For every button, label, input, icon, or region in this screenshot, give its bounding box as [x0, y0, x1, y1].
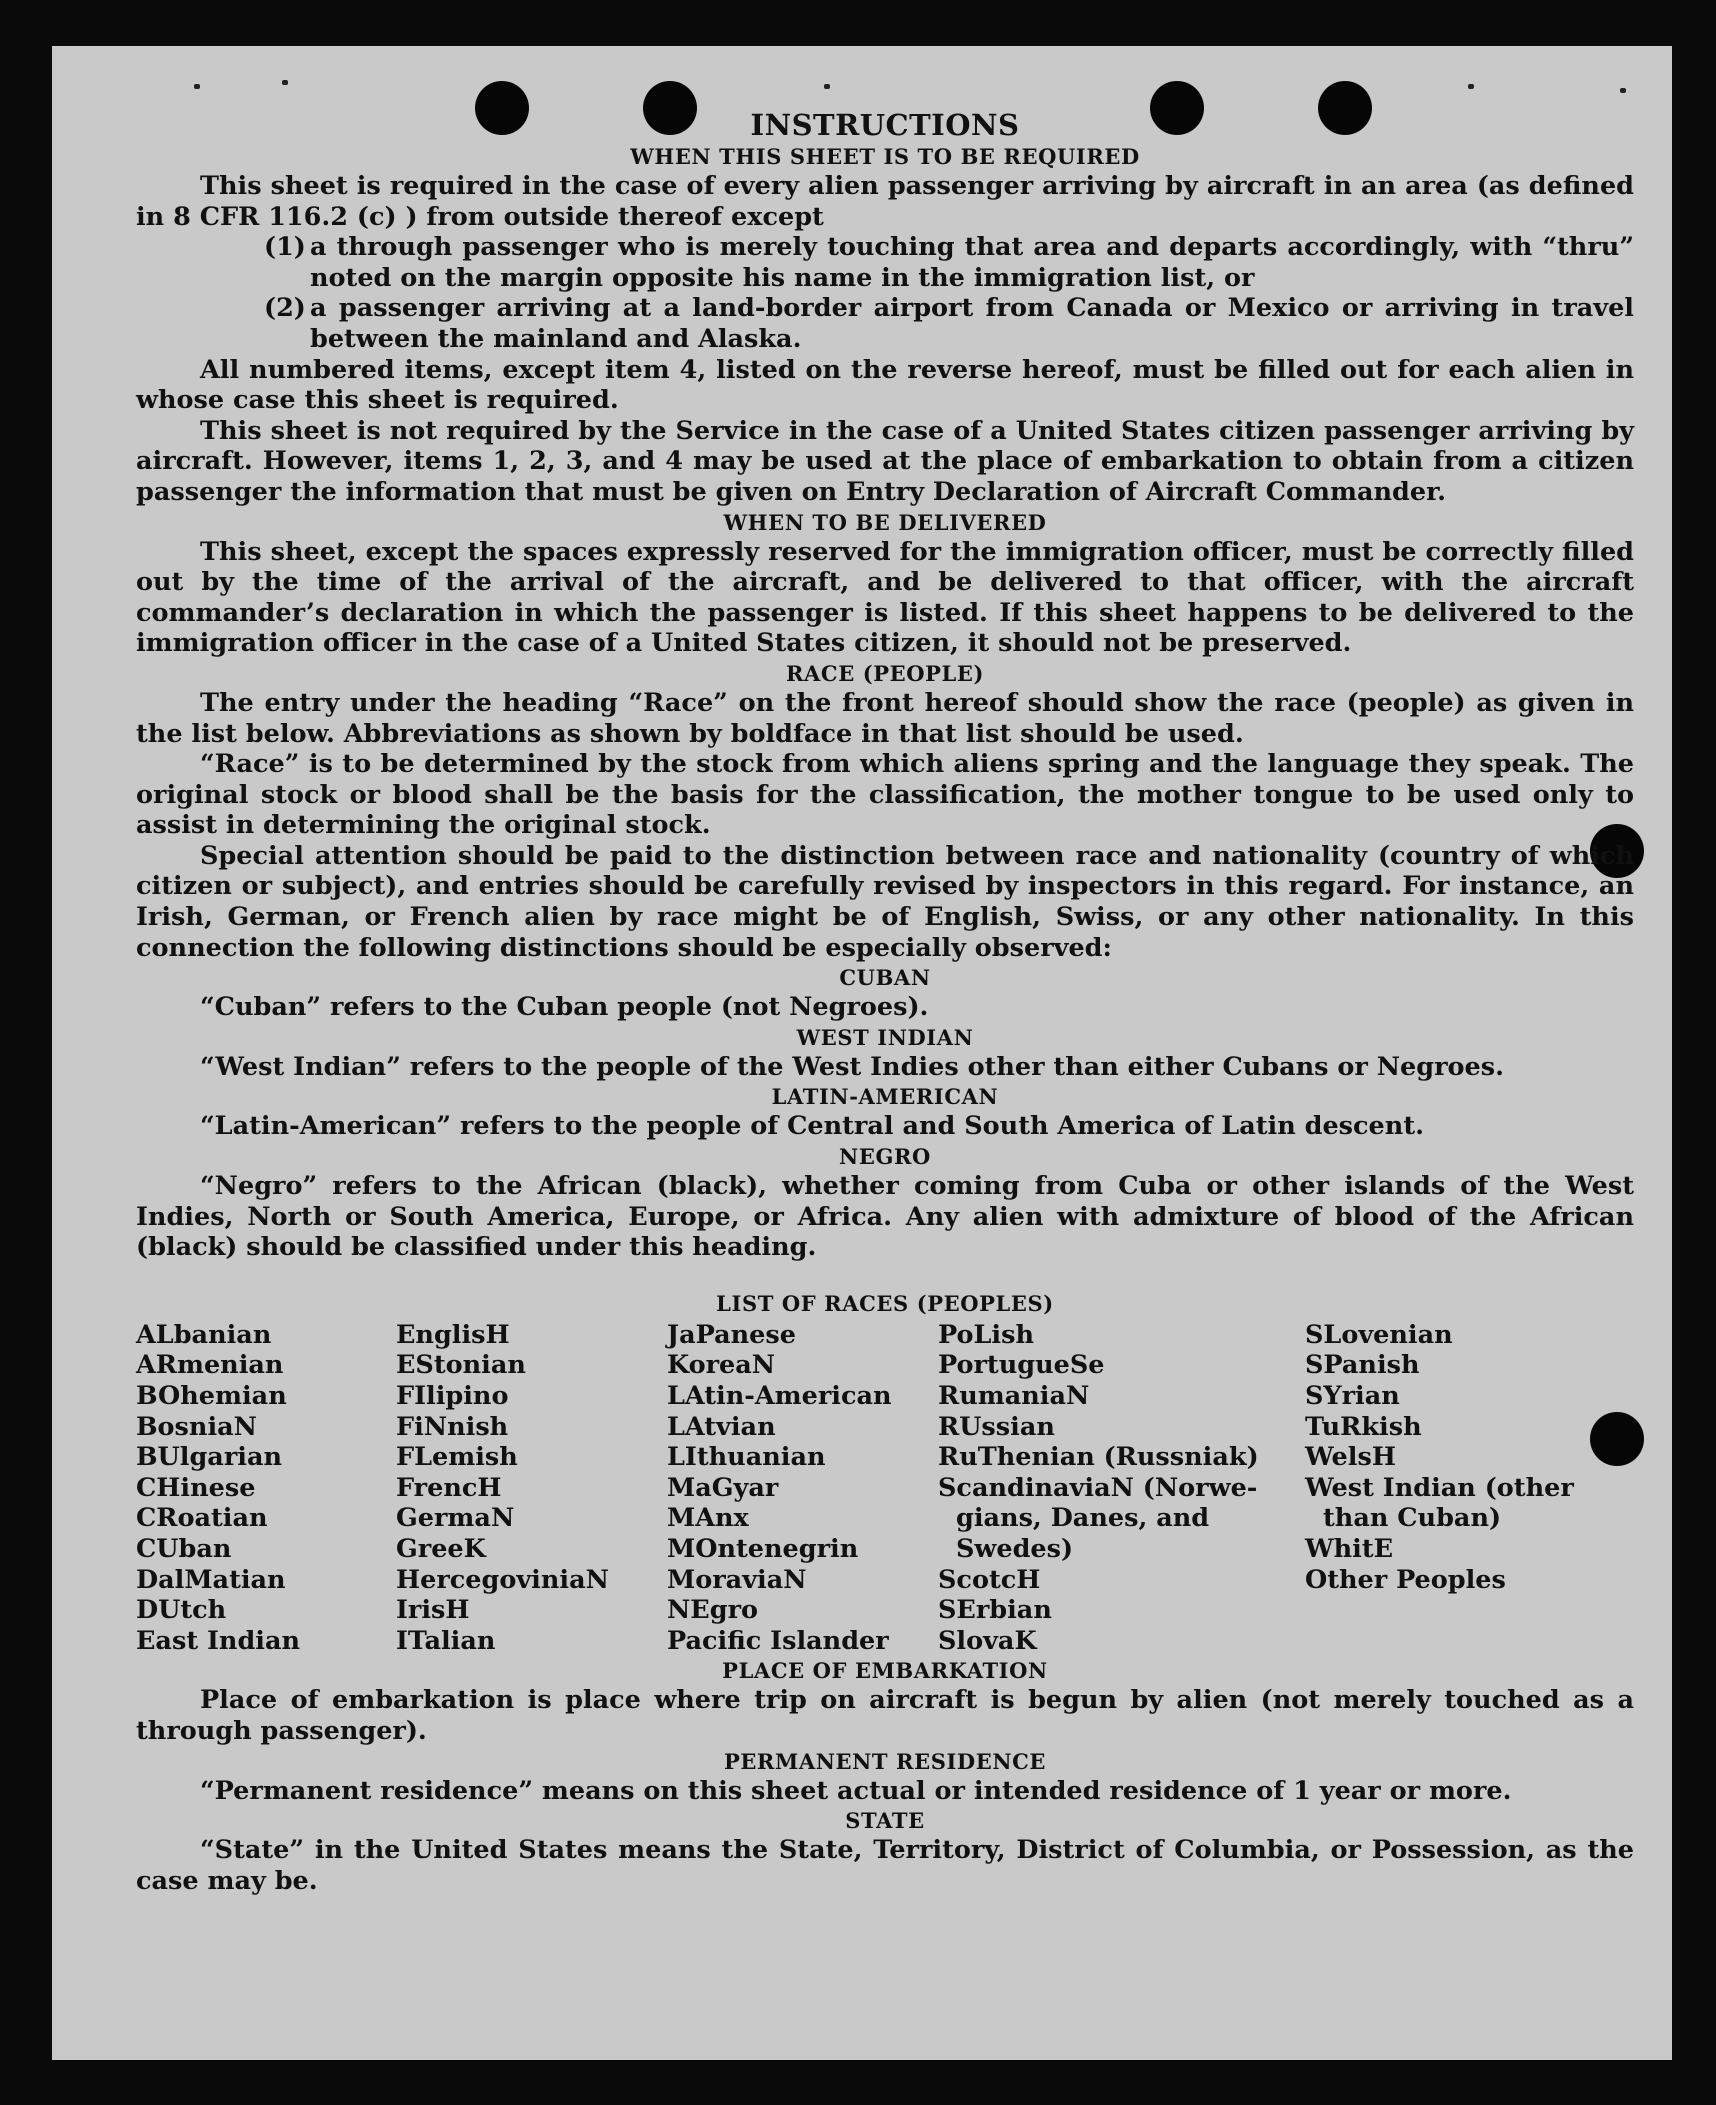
- item-number: (2): [264, 293, 306, 324]
- paragraph: This sheet is not required by the Service in the case of a United States citizen passenger arriving by aircraft. However, items 1, 2, 3, and 4 may be used at the place of embarkation to obtain from a citizen passenger the information that must be given on Entry Declaration of Aircraft Commander.: [136, 415, 1634, 507]
- paragraph: “West Indian” refers to the people of the West Indies other than either Cubans or Negroes.: [200, 1051, 1504, 1082]
- bleed-through-text: [192, 1998, 1592, 2013]
- section-heading-race: RACE (PEOPLE): [785, 660, 985, 686]
- paragraph: “State” in the United States means the State, Territory, District of Columbia, or Possession, as the case may be.: [136, 1835, 1634, 1896]
- paragraph: The entry under the heading “Race” on the front hereof should show the race (people) as given in the list below. Abbreviations as shown by boldface in that list should be used.: [136, 687, 1634, 749]
- race-item: TuRkish: [1305, 1411, 1422, 1442]
- race-column: [938, 1320, 1305, 1657]
- race-item: DalMatian: [136, 1564, 286, 1595]
- race-column: [1305, 1320, 1605, 1657]
- race-item: DUtch: [136, 1595, 227, 1626]
- paragraph: “Negro” refers to the African (black), whether coming from Cuba or other islands of the West Indies, North or South America, Europe, or Africa. Any alien with admixture of blood of the African (black) should be classified under this heading.: [136, 1171, 1634, 1263]
- document-page: [52, 46, 1672, 2060]
- race-item: GermaN: [396, 1503, 515, 1534]
- section-heading-west-indian: WEST INDIAN: [796, 1024, 974, 1050]
- section-heading-required: WHEN THIS SHEET IS TO BE REQUIRED: [630, 144, 1140, 169]
- ink-speck: [1468, 84, 1474, 89]
- race-item: KoreaN: [667, 1350, 776, 1381]
- item-number: (1): [264, 232, 306, 263]
- race-column: [396, 1320, 667, 1657]
- race-item: LAtin-American: [667, 1381, 892, 1411]
- race-item: RumaniaN: [938, 1381, 1090, 1411]
- paragraph: “Permanent residence” means on this sheet actual or intended residence of 1 year or more.: [200, 1775, 1512, 1806]
- ink-speck: [1620, 88, 1626, 93]
- race-item: JaPanese: [667, 1319, 796, 1350]
- race-item: EnglisH: [396, 1319, 510, 1350]
- race-item: CRoatian: [136, 1503, 268, 1534]
- race-item: RUssian: [938, 1411, 1055, 1442]
- race-item: FiNnish: [396, 1411, 509, 1442]
- race-column: [667, 1320, 938, 1657]
- race-item: PortugueSe: [938, 1350, 1105, 1381]
- paragraph: “Cuban” refers to the Cuban people (not Negroes).: [200, 992, 929, 1023]
- race-item: ScotcH: [938, 1564, 1041, 1595]
- race-item: WelsH: [1305, 1442, 1396, 1473]
- race-column: [136, 1320, 396, 1657]
- paragraph: All numbered items, except item 4, listed on the reverse hereof, must be filled out for each alien in whose case this sheet is required.: [136, 354, 1634, 416]
- race-item: IrisH: [396, 1595, 470, 1626]
- section-heading-embarkation: PLACE OF EMBARKATION: [722, 1658, 1048, 1684]
- race-item: NEgro: [667, 1595, 759, 1626]
- race-item: ALbanian: [136, 1319, 272, 1350]
- race-item: MAnx: [667, 1503, 749, 1534]
- list-item: [264, 232, 1634, 293]
- race-item: SErbian: [938, 1595, 1052, 1626]
- paragraph: This sheet, except the spaces expressly reserved for the immigration officer, must be correctly filled out by the time of the arrival of the aircraft, and be delivered to that officer, with the aircraft commander’s declaration in which the passenger is listed. If this sheet happens to be delivered to the immigration officer in the case of a United States citizen, it should not be preserved.: [136, 536, 1634, 659]
- race-item: FIlipino: [396, 1381, 509, 1411]
- race-item: East Indian: [136, 1625, 301, 1656]
- race-item: BOhemian: [136, 1381, 287, 1411]
- race-item: FLemish: [396, 1442, 518, 1473]
- race-item: SlovaK: [938, 1625, 1037, 1656]
- race-item: RuThenian (Russniak): [938, 1442, 1259, 1473]
- race-item-continued: Swedes): [956, 1533, 1074, 1564]
- paragraph: “Latin-American” refers to the people of Central and South America of Latin descent.: [200, 1111, 1424, 1142]
- race-item-continued: than Cuban): [1323, 1503, 1502, 1534]
- section-heading-list-of-races: LIST OF RACES (PEOPLES): [716, 1290, 1054, 1316]
- section-heading-negro: NEGRO: [839, 1144, 931, 1170]
- paragraph: Special attention should be paid to the distinction between race and nationality (country of which citizen or subject), and entries should be carefully revised by inspectors in this regard. For instance, an Irish, German, or French alien by race might be of English, Swiss, or any other nationality. In this connection the following distinctions should be especially observed:: [136, 840, 1634, 963]
- instructions-body: [136, 108, 1634, 1896]
- race-item: BUlgarian: [136, 1442, 283, 1473]
- race-item: LIthuanian: [667, 1442, 826, 1473]
- race-item: CHinese: [136, 1472, 256, 1503]
- race-item: Other Peoples: [1305, 1564, 1506, 1595]
- race-item: CUban: [136, 1533, 232, 1564]
- race-item: HercegoviniaN: [396, 1564, 609, 1595]
- section-heading-state: STATE: [845, 1808, 925, 1834]
- race-item: ARmenian: [136, 1350, 284, 1381]
- race-item: ITalian: [396, 1625, 496, 1656]
- section-heading-permanent-residence: PERMANENT RESIDENCE: [723, 1748, 1047, 1774]
- race-item: BosniaN: [136, 1411, 257, 1442]
- race-item: SYrian: [1305, 1381, 1400, 1411]
- race-item: EStonian: [396, 1350, 526, 1381]
- ink-speck: [824, 84, 830, 89]
- paragraph: Place of embarkation is place where trip on aircraft is begun by alien (not merely touched as a through passenger).: [136, 1685, 1634, 1746]
- section-heading-cuban: CUBAN: [839, 965, 931, 991]
- race-item: West Indian (other: [1305, 1472, 1574, 1503]
- ink-speck: [282, 80, 288, 85]
- spacer: [136, 1263, 1634, 1289]
- list-item: [264, 293, 1634, 354]
- race-item: MaGyar: [667, 1472, 779, 1503]
- race-item-continued: gians, Danes, and: [956, 1503, 1210, 1534]
- race-item: GreeK: [396, 1533, 486, 1564]
- item-text: a through passenger who is merely touching that area and departs accordingly, with “thru” noted on the margin opposite his name in the immigration list, or: [310, 232, 1634, 293]
- paragraph: This sheet is required in the case of every alien passenger arriving by aircraft in an area (as defined in 8 CFR 116.2 (c) ) from outside thereof except: [136, 171, 1634, 232]
- section-heading-delivered: WHEN TO BE DELIVERED: [723, 509, 1047, 535]
- race-item: PoLish: [938, 1319, 1035, 1350]
- race-item: MOntenegrin: [667, 1533, 859, 1564]
- race-item: SPanish: [1305, 1350, 1420, 1381]
- race-item: FrencH: [396, 1472, 502, 1503]
- ink-speck: [194, 84, 200, 89]
- race-item: MoraviaN: [667, 1564, 807, 1595]
- race-item: SLovenian: [1305, 1319, 1453, 1350]
- section-heading-latin-american: LATIN-AMERICAN: [771, 1084, 999, 1110]
- race-list: [136, 1320, 1634, 1657]
- page-title: INSTRUCTIONS: [750, 108, 1020, 142]
- race-item: Pacific Islander: [667, 1625, 889, 1656]
- race-item: ScandinaviaN (Norwe-: [938, 1472, 1258, 1503]
- paragraph: “Race” is to be determined by the stock from which aliens spring and the language they speak. The original stock or blood shall be the basis for the classification, the mother tongue to be used only to assist in determining the original stock.: [136, 749, 1634, 841]
- item-text: a passenger arriving at a land-border airport from Canada or Mexico or arriving in travel between the mainland and Alaska.: [310, 293, 1634, 354]
- race-item: WhitE: [1305, 1533, 1394, 1564]
- race-item: LAtvian: [667, 1411, 776, 1442]
